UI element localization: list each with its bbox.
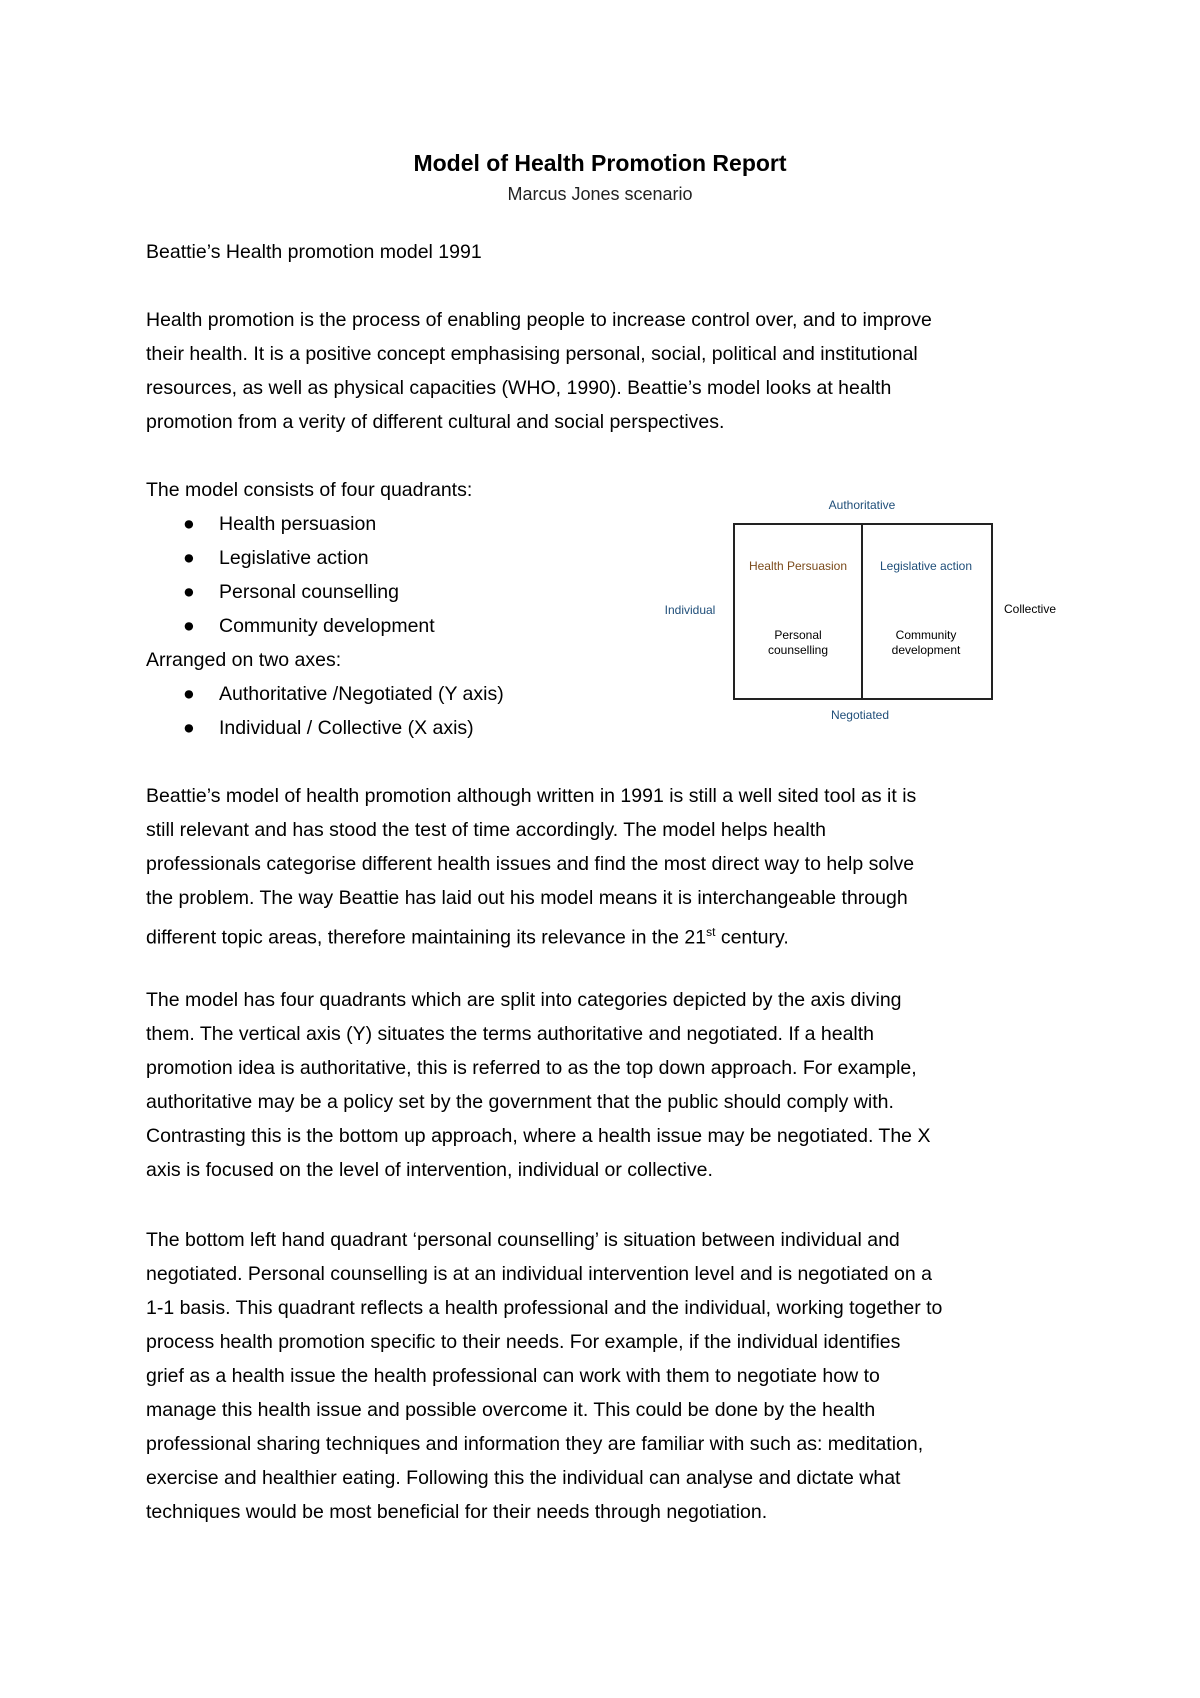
text-line: The model has four quadrants which are split into categories depicted by the axis diving [146,989,902,1011]
document-title: Model of Health Promotion Report [413,150,787,176]
diagram-divider [861,523,863,698]
quadrant-label-line: Community [895,628,957,642]
list-item: Community development [219,615,435,637]
bullet-icon: ● [183,547,195,569]
text-line: professional sharing techniques and information they are familiar with such as: meditation, [146,1433,924,1455]
list-item: Authoritative /Negotiated (Y axis) [219,683,504,705]
diagram-box [733,523,993,700]
quadrants-intro: The model consists of four quadrants: [146,479,473,501]
quadrant-personal-counselling [735,628,861,658]
bullet-icon: ● [183,615,195,637]
axis-label-individual: Individual [664,603,716,617]
superscript: st [706,925,716,939]
text-line: exercise and healthier eating. Following this the individual can analyse and dictate what [146,1467,901,1489]
text-line: promotion idea is authoritative, this is referred to as the top down approach. For example, [146,1057,917,1079]
quadrant-label-line: counselling [767,643,829,657]
list-item: Personal counselling [219,581,399,603]
list-item: Individual / Collective (X axis) [219,717,474,739]
quadrant-legislative-action: Legislative action [879,559,973,573]
text-line [146,920,789,950]
section-heading: Beattie’s Health promotion model 1991 [146,241,482,263]
text-line: Beattie’s model of health promotion although written in 1991 is still a well sited tool as it is [146,785,917,807]
quadrant-label-line: development [891,643,961,657]
bullet-icon: ● [183,683,195,705]
text-line: manage this health issue and possible overcome it. This could be done by the health [146,1399,876,1421]
text-fragment: century. [715,926,789,949]
text-line: resources, as well as physical capacities (WHO, 1990). Beattie’s model looks at health [146,377,892,399]
document-subtitle: Marcus Jones scenario [507,184,693,204]
text-fragment: different topic areas, therefore maintaining its relevance in the 21 [146,926,707,949]
axis-label-collective: Collective [1003,602,1057,616]
text-line: their health. It is a positive concept emphasising personal, social, political and institutional [146,343,918,365]
quadrant-label-line: Personal [774,628,822,642]
list-item: Legislative action [219,547,369,569]
text-line: negotiated. Personal counselling is at an individual intervention level and is negotiated on a [146,1263,932,1285]
bullet-icon: ● [183,581,195,603]
text-line: techniques would be most beneficial for their needs through negotiation. [146,1501,768,1523]
axes-intro: Arranged on two axes: [146,649,342,671]
bullet-icon: ● [183,717,195,739]
text-line: still relevant and has stood the test of time accordingly. The model helps health [146,819,826,841]
list-item: Health persuasion [219,513,377,535]
text-line: grief as a health issue the health professional can work with them to negotiate how to [146,1365,880,1387]
axis-label-authoritative: Authoritative [828,498,896,512]
text-line: promotion from a verity of different cultural and social perspectives. [146,411,725,433]
text-line: Health promotion is the process of enabling people to increase control over, and to improve [146,309,932,331]
axis-label-negotiated: Negotiated [830,708,890,722]
quadrant-health-persuasion: Health Persuasion [748,559,848,573]
bullet-icon: ● [183,513,195,535]
text-line: professionals categorise different health issues and find the most direct way to help solve [146,853,915,875]
text-line: 1-1 basis. This quadrant reflects a health professional and the individual, working together to [146,1297,943,1319]
text-line: process health promotion specific to their needs. For example, if the individual identifies [146,1331,901,1353]
text-line: The bottom left hand quadrant ‘personal counselling’ is situation between individual and [146,1229,900,1251]
text-line: Contrasting this is the bottom up approach, where a health issue may be negotiated. The X [146,1125,931,1147]
text-line: authoritative may be a policy set by the government that the public should comply with. [146,1091,894,1113]
quadrant-community-development [863,628,989,658]
text-line: axis is focused on the level of intervention, individual or collective. [146,1159,713,1181]
text-line: them. The vertical axis (Y) situates the terms authoritative and negotiated. If a health [146,1023,875,1045]
text-line: the problem. The way Beattie has laid out his model means it is interchangeable through [146,887,908,909]
